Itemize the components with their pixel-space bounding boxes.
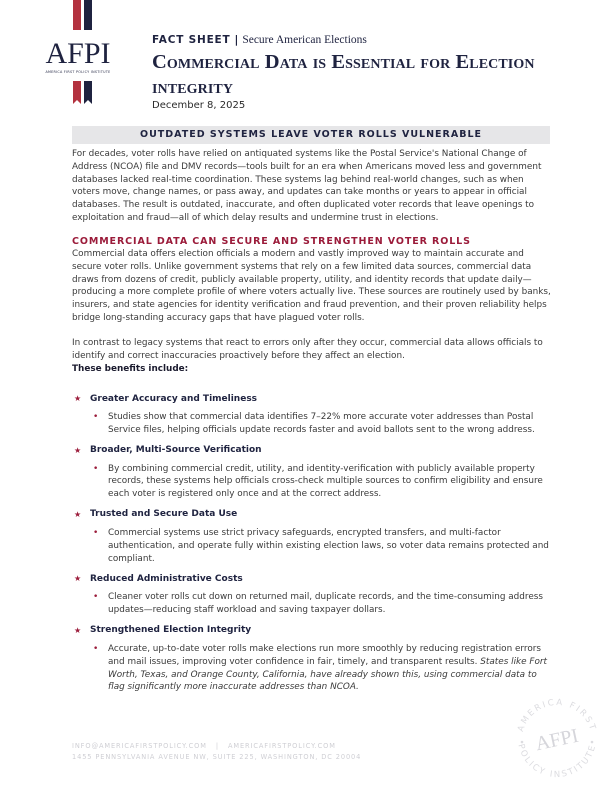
star-icon: ★ [74,509,82,519]
commercial-paragraph: Commercial data offers election officials a modern and vastly improved way to maintain accurate and secure voter rolls. Unlike government systems that rely on a few limited data sources, commercial data draws from dozens of credit, publicly available property, utility, and identity records that update daily—producing a more complete profile of where voters actually live. These sources are routinely used by banks, insurers, and state agencies for identity verification and fraud prevention, and their proven reliability helps bridge long-standing accuracy gaps that have plagued voter rolls. [72,249,551,323]
kicker-topic: Secure American Elections [242,34,367,46]
logo-navy-stripe-top [84,0,92,30]
footer-website-link[interactable]: AMERICAFIRSTPOLICY.COM [227,742,336,750]
document-header [152,34,552,111]
benefit-title: Broader, Multi-Source Verification [90,445,262,456]
benefit-text [108,643,552,694]
list-item [72,624,552,694]
seal-bottom-text: POLICY INSTITUTE [515,742,599,781]
footer [72,741,361,763]
dot-icon: • [93,463,99,474]
benefits-list [72,392,552,701]
benefit-title: Reduced Administrative Costs [90,573,243,584]
footer-address: 1455 PENNSYLVANIA AVENUE NW, SUITE 225, WASHINGTON, DC 20004 [72,753,362,761]
page-title: Commercial Data is Essential for Election integrity [152,51,535,98]
afpi-seal [508,688,606,786]
star-icon: ★ [74,445,82,455]
dot-icon: • [93,643,99,654]
seal-top-text: AMERICA FIRST [516,697,598,734]
list-item [72,572,552,617]
publication-date: December 8, 2025 [152,100,246,111]
benefit-text-italic: States like Fort Worth, Texas, and Orange County, California, have already shown this, using commercial data to flag significantly more inaccurate addresses than NCOA. [108,656,548,693]
afpi-logo [44,0,112,108]
logo-navy-ribbon-bottom [84,81,92,104]
seal-center-text: AFPI [533,724,581,756]
star-icon: ★ [74,574,82,584]
list-item [72,392,552,437]
kicker [152,34,552,47]
dot-icon: • [93,412,99,422]
benefit-text [108,591,552,617]
benefit-title: Greater Accuracy and Timeliness [90,393,258,404]
fact-sheet-label: FACT SHEET [152,34,231,46]
benefit-text-plain: By combining commercial credit, utility, and identity-verification with publicly available property records, these systems help officials cross-check multiple sources to confirm eligibility and ensure each voter is registered only once and at the correct address. [108,463,543,500]
contrast-text: In contrast to legacy systems that react to errors only after they occur, commercial data allows officials to identify and correct inaccuracies proactively before they affect an election. [72,338,543,361]
benefit-text [108,527,552,565]
benefit-text-plain: Accurate, up-to-date voter rolls make elections run more smoothly by reducing registration errors and mail issues, improving voter confidence in fair, timely, and transparent results. [108,643,542,667]
logo-subtitle: AMERICA FIRST POLICY INSTITUTE [45,70,111,74]
list-item [72,508,552,565]
footer-email-link[interactable]: INFO@AMERICAFIRSTPOLICY.COM [72,742,207,750]
logo-wordmark: AFPI [45,37,111,70]
benefit-text-plain: Studies show that commercial data identifies 7–22% more accurate voter addresses than Postal Service files, helping officials update records faster and avoid ballots sent to the wrong address. [108,412,535,435]
benefit-title: Strengthened Election Integrity [90,625,252,636]
dot-icon: • [93,592,99,603]
logo-red-ribbon-bottom [73,81,81,104]
kicker-separator: | [234,34,239,46]
list-item [72,444,552,501]
section-heading-commercial: COMMERCIAL DATA CAN SECURE AND STRENGTHEN VOTER ROLLS [72,236,471,247]
benefit-text [108,463,552,501]
benefit-title: Trusted and Secure Data Use [90,509,238,520]
logo-red-stripe-top [73,0,81,30]
outdated-paragraph: For decades, voter rolls have relied on antiquated systems like the Postal Service's National Change of Address (NCOA) file and DMV records—tools built for an era when Americans moved less and government databases lacked real-time coordination. These systems lag behind real-world changes, such as when voters move, change names, or pass away, and updates can take months or years to appear in official databases. The result is outdated, inaccurate, and often duplicated voter records that leave openings to exploitation and fraud—all of which delay results and undermine trust in elections. [72,149,542,223]
benefit-text-plain: Cleaner voter rolls cut down on returned mail, duplicate records, and the time-consuming address updates—reducing staff workload and saving taxpayer dollars. [108,592,544,616]
benefits-intro: These benefits include: [72,363,189,374]
section-heading-outdated: OUTDATED SYSTEMS LEAVE VOTER ROLLS VULNERABLE [72,126,550,144]
seal-dot-left [521,741,524,744]
star-icon: ★ [74,625,82,635]
contrast-paragraph [72,337,552,375]
seal-dot-right [591,741,594,744]
dot-icon: • [93,527,99,538]
footer-separator: | [215,742,219,750]
benefit-text-plain: Commercial systems use strict privacy safeguards, encrypted transfers, and multi-factor authentication, and operate fully within existing election laws, so voter data remains protected and compliant. [108,527,549,564]
star-icon: ★ [74,394,82,403]
benefit-text [108,411,552,437]
